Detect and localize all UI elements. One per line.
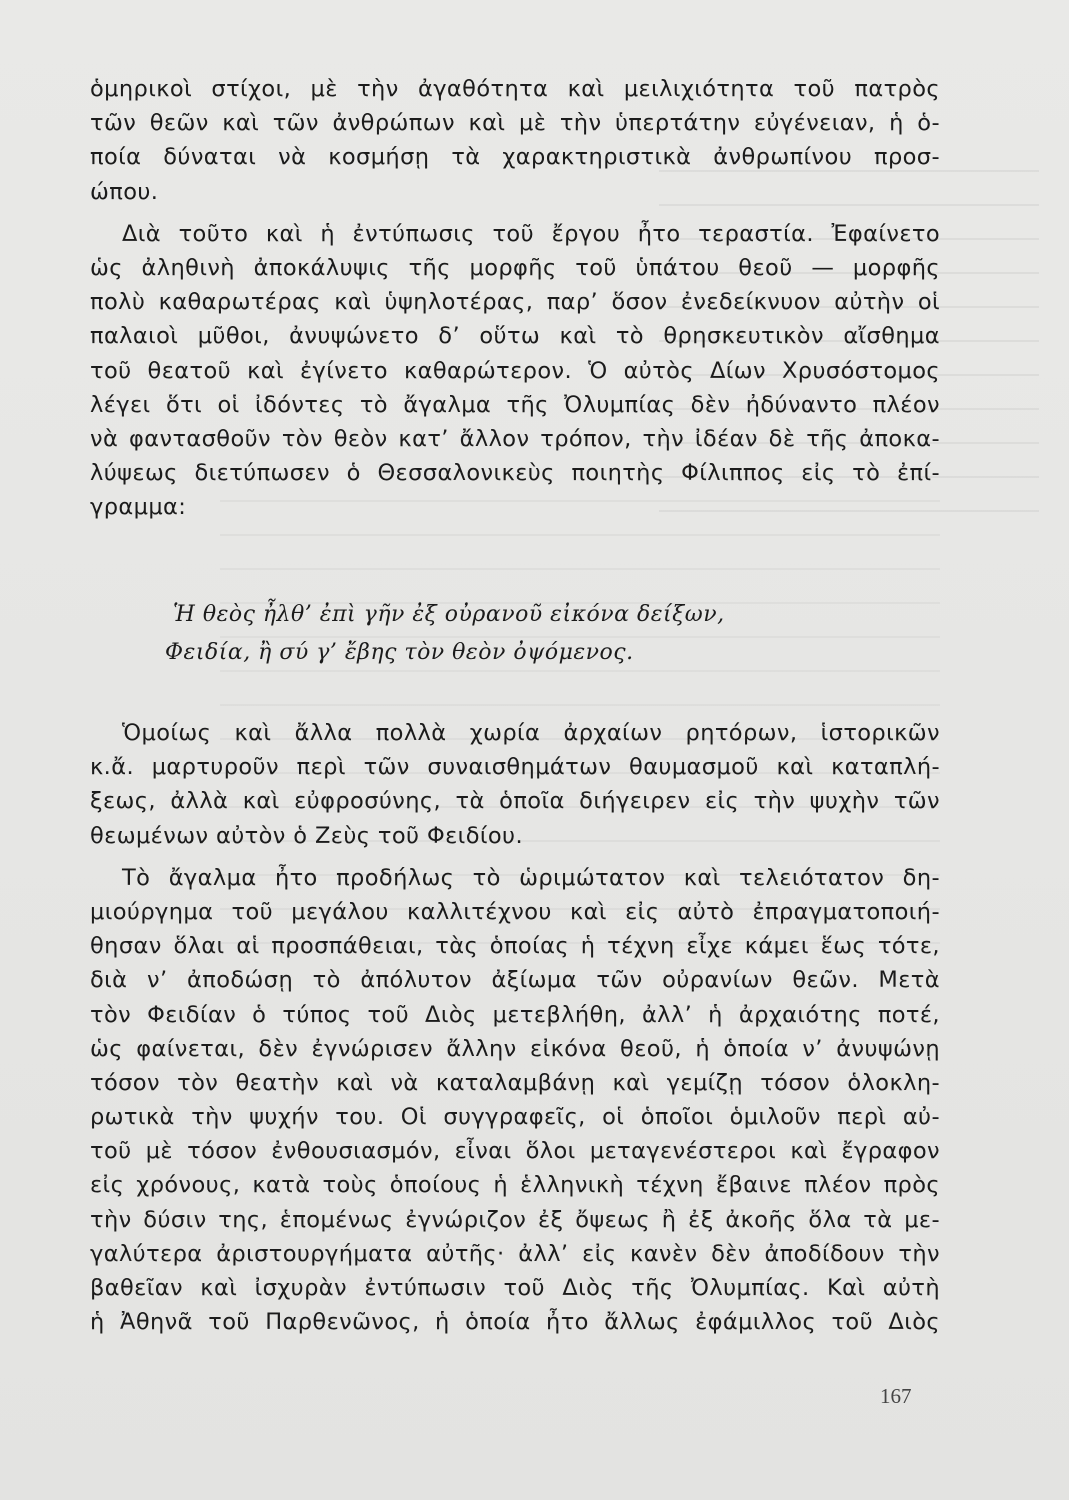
text-line: διὰ ν’ ἀποδώσῃ τὸ ἀπόλυτον ἀξίωμα τῶν οὐρανίων θεῶν. Μετὰ: [90, 967, 940, 994]
text-line: θησαν ὅλαι αἱ προσπάθειαι, τὰς ὁποίας ἡ τέχνη εἶχε κάμει ἕως τότε,: [90, 933, 940, 960]
epigram-verse: Φειδία, ἢ σύ γ’ ἔβης τὸν θεὸν ὀψόμενος.: [165, 640, 634, 665]
text-line: γραμμα:: [90, 494, 187, 521]
page-number: 167: [880, 1384, 912, 1408]
epigram: [165, 596, 725, 672]
text-line: πολὺ καθαρωτέρας καὶ ὑψηλοτέρας, παρ’ ὅσον ἐνεδείκνυον αὐτὴν οἱ: [90, 289, 940, 316]
text-line: τοῦ θεατοῦ καὶ ἐγίνετο καθαρώτερον. Ὁ αὐτὸς Δίων Χρυσόστομος: [90, 357, 940, 384]
text-line: ὡς ἀληθινὴ ἀποκάλυψις τῆς μορφῆς τοῦ ὑπάτου θεοῦ — μορφῆς: [90, 254, 940, 281]
text-line: λέγει ὅτι οἱ ἰδόντες τὸ ἄγαλμα τῆς Ὀλυμπίας δὲν ἠδύναντο πλέον: [90, 391, 940, 418]
text-line: παλαιοὶ μῦθοι, ἀνυψώνετο δ’ οὕτω καὶ τὸ θρησκευτικὸν αἴσθημα: [90, 323, 940, 350]
text-line: κ.ἄ. μαρτυροῦν περὶ τῶν συναισθημάτων θαυμασμοῦ καὶ καταπλή-: [90, 754, 940, 781]
text-line: Διὰ τοῦτο καὶ ἡ ἐντύπωσις τοῦ ἔργου ἦτο τεραστία. Ἐφαίνετο: [122, 220, 940, 247]
text-line: ὁμηρικοὶ στίχοι, μὲ τὴν ἀγαθότητα καὶ μειλιχιότητα τοῦ πατρὸς: [90, 76, 940, 102]
text-line: νὰ φαντασθοῦν τὸν θεὸν κατ’ ἄλλον τρόπον, τὴν ἰδέαν δὲ τῆς ἀποκα-: [90, 425, 940, 452]
text-line: τῶν θεῶν καὶ τῶν ἀνθρώπων καὶ μὲ τὴν ὑπερτάτην εὐγένειαν, ἡ ὁ-: [90, 110, 940, 137]
text-line: τόσον τὸν θεατὴν καὶ νὰ καταλαμβάνῃ καὶ γεμίζῃ τόσον ὁλοκλη-: [90, 1069, 940, 1096]
text-line: Τὸ ἄγαλμα ἦτο προδήλως τὸ ὡριμώτατον καὶ τελειότατον δη-: [122, 864, 940, 891]
epigram-verse: Ἡ θεὸς ἦλθ’ ἐπὶ γῆν ἐξ οὐρανοῦ εἰκόνα δείξων,: [173, 602, 725, 627]
body-text: [90, 72, 940, 524]
paragraph-4: [90, 861, 940, 1340]
paragraph-3: [90, 716, 940, 853]
paragraph-1: [90, 72, 940, 209]
text-line: Ὁμοίως καὶ ἄλλα πολλὰ χωρία ἀρχαίων ρητόρων, ἱστορικῶν: [122, 720, 940, 746]
text-line: μιούργημα τοῦ μεγάλου καλλιτέχνου καὶ εἰς αὐτὸ ἐπραγματοποιή-: [90, 898, 940, 925]
text-line: τοῦ μὲ τόσον ἐνθουσιασμόν, εἶναι ὅλοι μεταγενέστεροι καὶ ἔγραφον: [90, 1138, 940, 1165]
text-line: βαθεῖαν καὶ ἰσχυρὰν ἐντύπωσιν τοῦ Διὸς τῆς Ὀλυμπίας. Καὶ αὐτὴ: [90, 1275, 940, 1301]
text-line: ποία δύναται νὰ κοσμήσῃ τὰ χαρακτηριστικὰ ἀνθρωπίνου προσ-: [90, 144, 940, 171]
paragraph-2: [90, 217, 940, 525]
text-line: γαλύτερα ἀριστουργήματα αὐτῆς· ἀλλ’ εἰς κανὲν δὲν ἀποδίδουν τὴν: [90, 1240, 940, 1267]
text-line: ρωτικὰ τὴν ψυχήν του. Οἱ συγγραφεῖς, οἱ ὁποῖοι ὁμιλοῦν περὶ αὐ-: [90, 1104, 940, 1131]
text-line: ὡς φαίνεται, δὲν ἐγνώρισεν ἄλλην εἰκόνα θεοῦ, ἡ ὁποία ν’ ἀνυψώνῃ: [90, 1035, 940, 1062]
text-line: τὴν δύσιν της, ἑπομένως ἐγνώριζον ἐξ ὄψεως ἢ ἐξ ἀκοῆς ὅλα τὰ με-: [90, 1206, 940, 1233]
text-line: θεωμένων αὐτὸν ὁ Ζεὺς τοῦ Φειδίου.: [90, 822, 524, 849]
body-text-continued: [90, 716, 940, 1339]
text-line: ξεως, ἀλλὰ καὶ εὐφροσύνης, τὰ ὁποῖα διήγειρεν εἰς τὴν ψυχὴν τῶν: [90, 788, 940, 815]
text-line: εἰς χρόνους, κατὰ τοὺς ὁποίους ἡ ἑλληνικὴ τέχνη ἔβαινε πλέον πρὸς: [90, 1172, 940, 1199]
text-line: λύψεως διετύπωσεν ὁ Θεσσαλονικεὺς ποιητὴς Φίλιππος εἰς τὸ ἐπί-: [90, 460, 940, 487]
text-line: τὸν Φειδίαν ὁ τύπος τοῦ Διὸς μετεβλήθη, ἀλλ’ ἡ ἀρχαιότης ποτέ,: [90, 1001, 940, 1028]
text-line: ώπου.: [90, 178, 159, 205]
text-line: ἡ Ἀθηνᾶ τοῦ Παρθενῶνος, ἡ ὁποία ἦτο ἄλλως ἐφάμιλλος τοῦ Διὸς: [90, 1309, 940, 1336]
